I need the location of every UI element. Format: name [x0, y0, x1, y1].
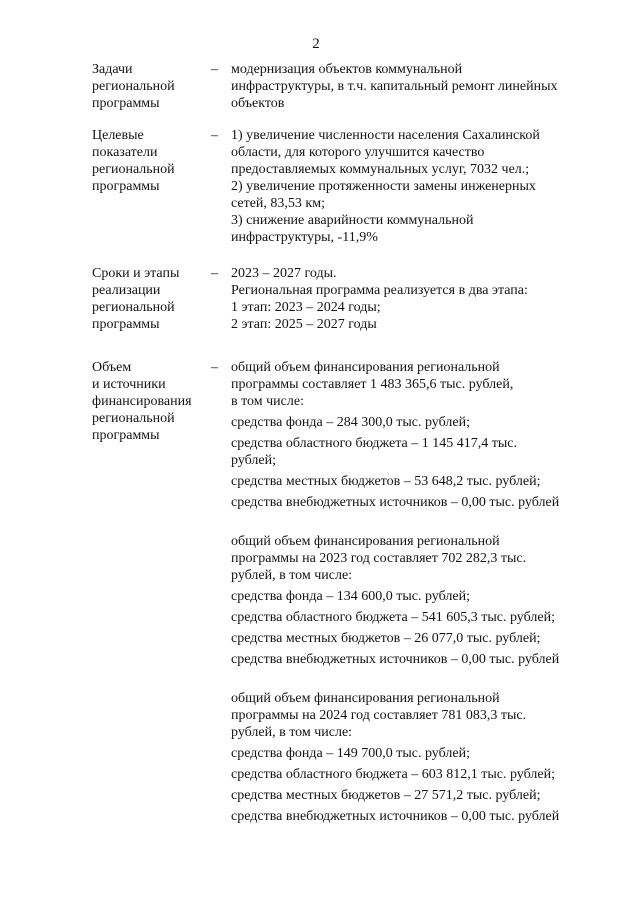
label-line: региональной: [92, 300, 175, 315]
label-line: Целевые: [92, 128, 144, 143]
label-line: программы: [92, 317, 160, 332]
funding-item: [231, 588, 631, 605]
label-line: региональной: [92, 411, 175, 426]
funding-item: [231, 435, 631, 469]
value-line: 1) увеличение численности населения Сахалинской: [231, 128, 540, 143]
label-line: и источники: [92, 377, 166, 392]
funding-item: [231, 745, 631, 762]
value-line: средства внебюджетных источников – 0,00 тыс. рублей: [231, 809, 560, 824]
dash: –: [211, 360, 218, 375]
funding-item: [231, 808, 631, 825]
value-line: средства областного бюджета – 541 605,3 тыс. рублей;: [231, 610, 555, 625]
value-line: 2) увеличение протяженности замены инженерных: [231, 179, 536, 194]
funding-item: [231, 473, 631, 490]
funding-item: [231, 609, 631, 626]
value-line: инфраструктуры, в т.ч. капитальный ремонт линейных: [231, 79, 558, 94]
row-value: [231, 61, 631, 112]
funding-2023-block: [231, 533, 631, 668]
value-line: 2023 – 2027 годы.: [231, 266, 337, 281]
page-number: 2: [312, 36, 320, 52]
funding-item: [231, 414, 631, 431]
value-line: общий объем финансирования региональной: [231, 360, 500, 375]
row-label: [92, 359, 212, 444]
label-line: региональной: [92, 162, 175, 177]
value-line: 2 этап: 2025 – 2027 годы: [231, 317, 377, 332]
funding-item: [231, 651, 631, 668]
value-line: модернизация объектов коммунальной: [231, 62, 463, 77]
row-value: [231, 265, 631, 333]
value-line: рублей, в том числе:: [231, 568, 353, 583]
label-line: реализации: [92, 283, 161, 298]
funding-item: [231, 787, 631, 804]
value-line: средства местных бюджетов – 26 077,0 тыс. рублей;: [231, 631, 541, 646]
dash: –: [211, 62, 218, 77]
value-line: средства местных бюджетов – 53 648,2 тыс. рублей;: [231, 474, 541, 489]
value-line: общий объем финансирования региональной: [231, 691, 500, 706]
row-label: [92, 265, 212, 333]
value-line: сетей, 83,53 км;: [231, 196, 325, 211]
label-line: Задачи: [92, 62, 133, 77]
funding-item: [231, 494, 631, 511]
label-line: Объем: [92, 360, 132, 375]
dash: –: [211, 266, 218, 281]
row-value: [231, 127, 631, 246]
value-line: Региональная программа реализуется в два этапа:: [231, 283, 528, 298]
value-line: программы на 2024 год составляет 781 083,3 тыс.: [231, 708, 527, 723]
value-line: средства фонда – 149 700,0 тыс. рублей;: [231, 746, 470, 761]
label-line: программы: [92, 179, 160, 194]
value-line: рублей;: [231, 453, 276, 468]
value-line: средства внебюджетных источников – 0,00 тыс. рублей: [231, 495, 560, 510]
row-value: [231, 359, 631, 825]
value-line: в том числе:: [231, 394, 304, 409]
value-line: инфраструктуры, -11,9%: [231, 230, 378, 245]
label-line: Сроки и этапы: [92, 266, 180, 281]
value-line: объектов: [231, 96, 285, 111]
funding-item: [231, 630, 631, 647]
value-line: программы на 2023 год составляет 702 282,3 тыс.: [231, 551, 527, 566]
value-line: общий объем финансирования региональной: [231, 534, 500, 549]
funding-total-block: [231, 359, 631, 511]
funding-2024-block: [231, 690, 631, 825]
value-line: рублей, в том числе:: [231, 725, 353, 740]
label-line: программы: [92, 96, 160, 111]
label-line: программы: [92, 428, 160, 443]
row-label: [92, 61, 212, 112]
funding-item: [231, 766, 631, 783]
label-line: финансирования: [92, 394, 192, 409]
label-line: показатели: [92, 145, 158, 160]
row-label: [92, 127, 212, 195]
value-line: 3) снижение аварийности коммунальной: [231, 213, 474, 228]
value-line: средства внебюджетных источников – 0,00 тыс. рублей: [231, 652, 560, 667]
value-line: средства областного бюджета – 603 812,1 тыс. рублей;: [231, 767, 555, 782]
value-line: средства фонда – 134 600,0 тыс. рублей;: [231, 589, 470, 604]
value-line: 1 этап: 2023 – 2024 годы;: [231, 300, 381, 315]
dash: –: [211, 128, 218, 143]
value-line: средства местных бюджетов – 27 571,2 тыс. рублей;: [231, 788, 541, 803]
value-line: программы составляет 1 483 365,6 тыс. рублей,: [231, 377, 514, 392]
label-line: региональной: [92, 79, 175, 94]
value-line: предоставляемых коммунальных услуг, 7032 чел.;: [231, 162, 530, 177]
value-line: средства областного бюджета – 1 145 417,4 тыс.: [231, 436, 517, 451]
value-line: области, для которого улучшится качество: [231, 145, 485, 160]
value-line: средства фонда – 284 300,0 тыс. рублей;: [231, 415, 470, 430]
